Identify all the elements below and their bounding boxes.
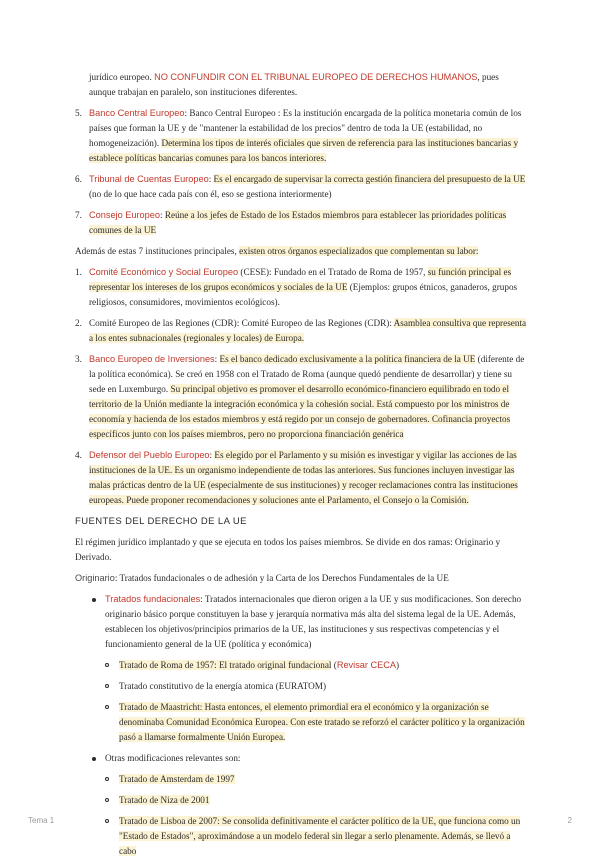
term-link[interactable]: Defensor del Pueblo Europeo — [89, 450, 210, 460]
warning-text: NO CONFUNDIR CON EL TRIBUNAL EUROPEO DE DERECHOS HUMANOS — [154, 72, 478, 82]
list-number: 2. — [75, 318, 82, 328]
list-number: 7. — [75, 210, 82, 220]
text: : Banco Central Europeo : Es la institución encargada de la política monetaria común de los países que forman la UE y de "mantener la estabilidad de los precios" dentro de toda la UE (estabilidad, no homogeneización). — [89, 108, 522, 148]
paragraph-fuentes: El régimen jurídico implantado y que se ejecuta en todos los países miembros. Se divide en dos ramas: Originario y Derivado. — [75, 537, 501, 562]
bullet-icon — [92, 757, 96, 761]
text: jurídico europeo. — [89, 72, 152, 82]
sublist-item — [105, 679, 527, 694]
highlighted-text: Es elegido por el Parlamento y su misión es investigar y vigilar las acciones de las instituciones de la UE. Es un organismo independiente de todas las anteriores. Sus funciones incluyen investigar las malas prácticas dentro de la UE (especialmente de sus instituciones) y recoger reclamaciones contra las instituciones europeas. Puede proponer recomendaciones y soluciones ante el Parlamento, el Consejo o la Comisión. — [89, 450, 518, 505]
circle-bullet-icon — [105, 684, 109, 688]
text: Tratado constitutivo de la energía atomica (EURATOM) — [119, 681, 327, 691]
term-link[interactable]: Banco Central Europeo — [89, 108, 185, 118]
list-item — [75, 448, 527, 508]
page-footer — [28, 813, 572, 828]
text: Comité Europeo de las Regiones (CDR): Comité Europeo de las Regiones (CDR): — [89, 318, 394, 328]
sublist-item — [105, 700, 527, 745]
section-heading: FUENTES DEL DERECHO DE LA UE — [75, 516, 247, 527]
institutions-list — [75, 106, 527, 238]
highlighted-text: Reúne a los jefes de Estado de los Estados miembros para establecer las prioridades políticas comunes de la UE — [89, 210, 507, 235]
text: , pues aunque trabajan en paralelo, son instituciones diferentes. — [89, 72, 499, 97]
list-number: 3. — [75, 354, 82, 364]
list-item — [75, 316, 527, 346]
sublist — [105, 658, 527, 745]
bullet-icon — [92, 598, 96, 602]
list-item — [75, 265, 527, 310]
circle-bullet-icon — [105, 798, 109, 802]
highlighted-text: Tratado de Lisboa de 2007: Se consolida definitivamente el carácter político de la UE, que funciona como un "Estado de Estados", aproximándose a un modelo federal sin llegar a serlo plenamente. Además, se llevó a cabo — [119, 816, 521, 856]
highlighted-text: Tratado de Niza de 2001 — [119, 795, 210, 805]
list-item — [75, 172, 527, 202]
highlighted-text: Determina los tipos de interés oficiales que sirven de referencia para las instituciones bancarias y establece políticas bancarias comunes para los bancos interiores. — [89, 138, 519, 163]
text: : Tratados fundacionales o de adhesión y la Carta de los Derechos Fundamentales de la UE — [114, 573, 449, 583]
text: (Ejemplos: grupos étnicos, ganaderos, grupos religiosos, consumidores, movimientos ecológicos). — [89, 282, 518, 307]
list-item — [75, 106, 527, 166]
list-number: 6. — [75, 174, 82, 184]
text: Otras modificaciones relevantes son: — [105, 753, 241, 763]
text: : — [214, 354, 220, 364]
highlighted-text: Su principal objetivo es promover el desarrollo económico-financiero equilibrado en todo el territorio de la Unión mediante la integración económica y la cohesión social. Está compuesto por los ministros de economía y hacienda de los estados miembros y está regido por un consejo de gobernadores. Cofinancia proyectos específicos junto con los países miembros, pero no proporciona financiación genérica — [89, 384, 511, 439]
sublist-item — [105, 658, 527, 673]
text: : — [160, 210, 165, 220]
paragraph-top — [89, 70, 527, 100]
list-item — [75, 208, 527, 238]
text: (no de lo que hace cada país con él, eso se gestiona interiormente) — [89, 189, 332, 199]
text: : — [209, 450, 215, 460]
sublist-item — [105, 793, 527, 808]
footer-title: Tema 1 — [28, 816, 55, 825]
circle-bullet-icon — [105, 663, 109, 667]
circle-bullet-icon — [105, 705, 109, 709]
term-link[interactable]: Banco Europeo de Inversiones — [89, 354, 215, 364]
page-number: 2 — [567, 816, 572, 825]
text: (diferente de la política económica). Se creó en 1958 con el Tratado de Roma (aunque quedó pendiente de desarrollar) y tiene su sede en Luxemburgo. — [89, 354, 525, 394]
list-item — [75, 751, 527, 859]
paragraph-intro — [75, 244, 527, 259]
highlighted-text: Tratado de Amsterdam de 1997 — [119, 774, 235, 784]
note-link[interactable]: Revisar CECA — [336, 660, 397, 670]
highlighted-text: su función principal es representar los intereses de los grupos económicos y sociales de la UE — [89, 267, 512, 292]
list-number: 1. — [75, 267, 82, 277]
text: : Tratados internacionales que dieron origen a la UE y sus modificaciones. Son derecho originario básico porque constituyen la base y jerarquía normativa más alta del sistema legal de la UE. Además, establecen los objetivos/principios primarios de la UE, las instituciones y sus respectivas competencias y el funcionamiento general de la UE (política y económica) — [105, 594, 522, 649]
highlighted-text: Tratado de Maastricht: Hasta entonces, el elemento primordial era el económico y la organización se denominaba Comunidad Económica Europea. Con este tratado se reforzó el carácter político y la organización pasó a llamarse formalmente Unión Europea. — [119, 702, 525, 742]
text: Además de estas 7 instituciones principales, — [75, 246, 240, 256]
list-item — [75, 352, 527, 442]
list-number: 5. — [75, 108, 82, 118]
term-link[interactable]: Consejo Europeo — [89, 210, 160, 220]
text: (CESE): Fundado en el Tratado de Roma de 1957, — [238, 267, 428, 277]
highlighted-text: Tratado de Roma de 1957: El tratado original fundacional — [119, 660, 332, 670]
text: ) — [396, 660, 400, 670]
circle-bullet-icon — [105, 777, 109, 781]
highlighted-text: Es el encargado de supervisar la correcta gestión financiera del presupuesto de la UE — [213, 174, 526, 184]
term-label: Originario — [75, 573, 115, 583]
paragraph-originario — [75, 571, 527, 586]
text: ( — [331, 660, 337, 670]
sublist-item — [105, 772, 527, 787]
highlighted-text: existen otros órganos especializados que complementan su labor: — [239, 246, 479, 256]
list-item — [75, 592, 527, 745]
text: : — [208, 174, 214, 184]
term-link[interactable]: Tratados fundacionales — [105, 594, 201, 604]
term-link[interactable]: Comité Económico y Social Europeo — [89, 267, 239, 277]
highlighted-text: Es el banco dedicado exclusivamente a la política financiera de la UE — [219, 354, 476, 364]
organs-list — [75, 265, 527, 508]
list-number: 4. — [75, 450, 82, 460]
term-link[interactable]: Tribunal de Cuentas Europeo — [89, 174, 209, 184]
highlighted-text: Asamblea consultiva que representa a los entes subnacionales (regionales y locales) de Europa. — [89, 318, 527, 343]
document-page — [75, 70, 527, 865]
